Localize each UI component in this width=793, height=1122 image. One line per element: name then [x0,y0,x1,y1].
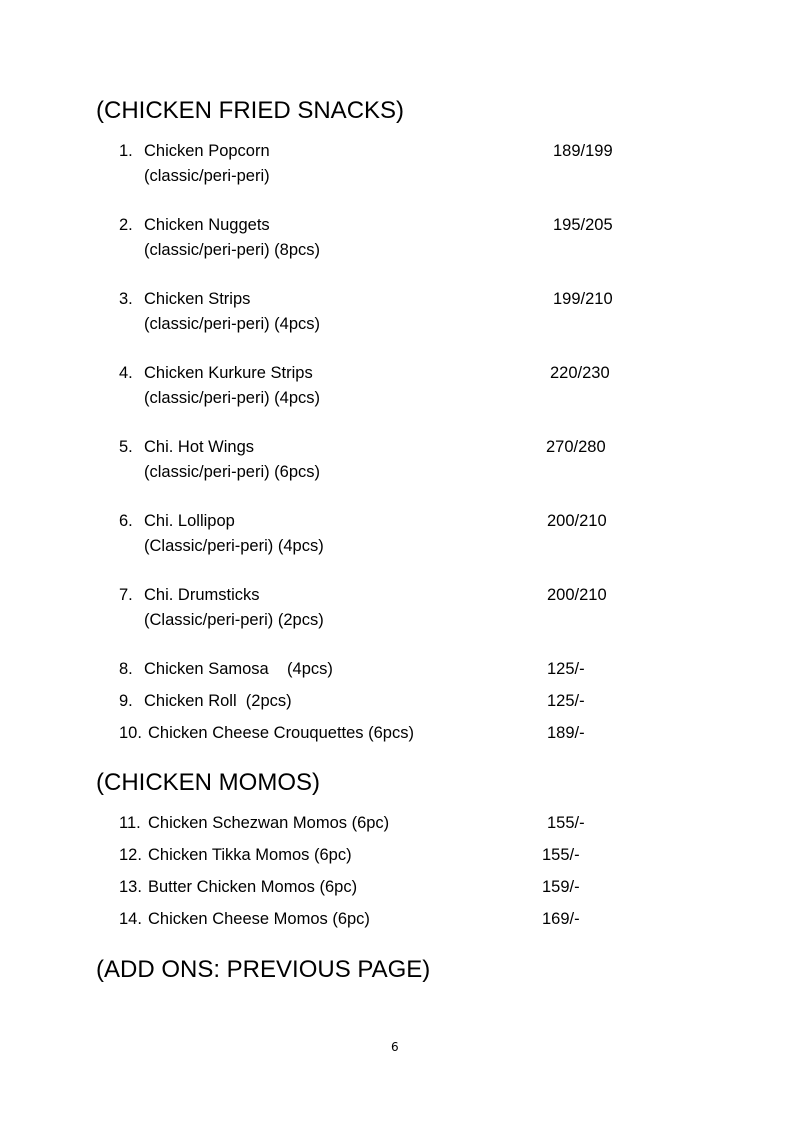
item-number: 2. [119,216,133,234]
item-number: 13. [119,878,142,896]
item-number: 5. [119,438,133,456]
item-price: 155/- [547,814,585,832]
item-price: 199/210 [553,290,613,308]
item-price: 155/- [542,846,580,864]
item-price: 200/210 [547,512,607,530]
item-variant: (classic/peri-peri) (4pcs) [144,389,321,407]
item-variant: (classic/peri-peri) [144,167,270,185]
item-price: 189/- [547,724,585,742]
item-number: 4. [119,364,133,382]
item-price: 159/- [542,878,580,896]
section-title-add-ons: (ADD ONS: PREVIOUS PAGE) [96,956,431,983]
item-name: Chicken Strips [144,290,251,308]
item-variant: (Classic/peri-peri) (4pcs) [144,537,324,555]
item-name: Chicken Kurkure Strips [144,364,313,382]
item-name: Chicken Samosa (4pcs) [144,660,333,678]
section-title-fried-snacks: (CHICKEN FRIED SNACKS) [96,97,405,124]
item-name: Chicken Nuggets [144,216,270,234]
item-number: 6. [119,512,133,530]
item-price: 125/- [547,660,585,678]
item-name: Chicken Cheese Crouquettes (6pcs) [148,724,414,742]
page-number: 6 [391,1040,399,1054]
item-name: Chi. Drumsticks [144,586,260,604]
item-number: 3. [119,290,133,308]
item-variant: (Classic/peri-peri) (2pcs) [144,611,324,629]
item-name: Chi. Lollipop [144,512,235,530]
item-variant: (classic/peri-peri) (6pcs) [144,463,321,481]
item-number: 7. [119,586,133,604]
item-name: Chicken Cheese Momos (6pc) [148,910,370,928]
item-name: Chi. Hot Wings [144,438,255,456]
item-variant: (classic/peri-peri) (8pcs) [144,241,321,259]
item-price: 220/230 [550,364,610,382]
item-number: 11. [119,814,141,832]
item-price: 125/- [547,692,585,710]
item-name: Chicken Tikka Momos (6pc) [148,846,352,864]
section-title-momos: (CHICKEN MOMOS) [96,769,320,796]
item-price: 189/199 [553,142,613,160]
item-number: 12. [119,846,142,864]
item-variant: (classic/peri-peri) (4pcs) [144,315,321,333]
item-number: 8. [119,660,133,678]
item-name: Chicken Popcorn [144,142,270,160]
item-price: 169/- [542,910,580,928]
item-name: Chicken Roll (2pcs) [144,692,292,710]
item-number: 10. [119,724,142,742]
item-price: 195/205 [553,216,613,234]
item-number: 9. [119,692,133,710]
item-price: 270/280 [546,438,606,456]
item-number: 1. [119,142,133,160]
item-number: 14. [119,910,142,928]
item-name: Butter Chicken Momos (6pc) [148,878,358,896]
item-price: 200/210 [547,586,607,604]
item-name: Chicken Schezwan Momos (6pc) [148,814,390,832]
